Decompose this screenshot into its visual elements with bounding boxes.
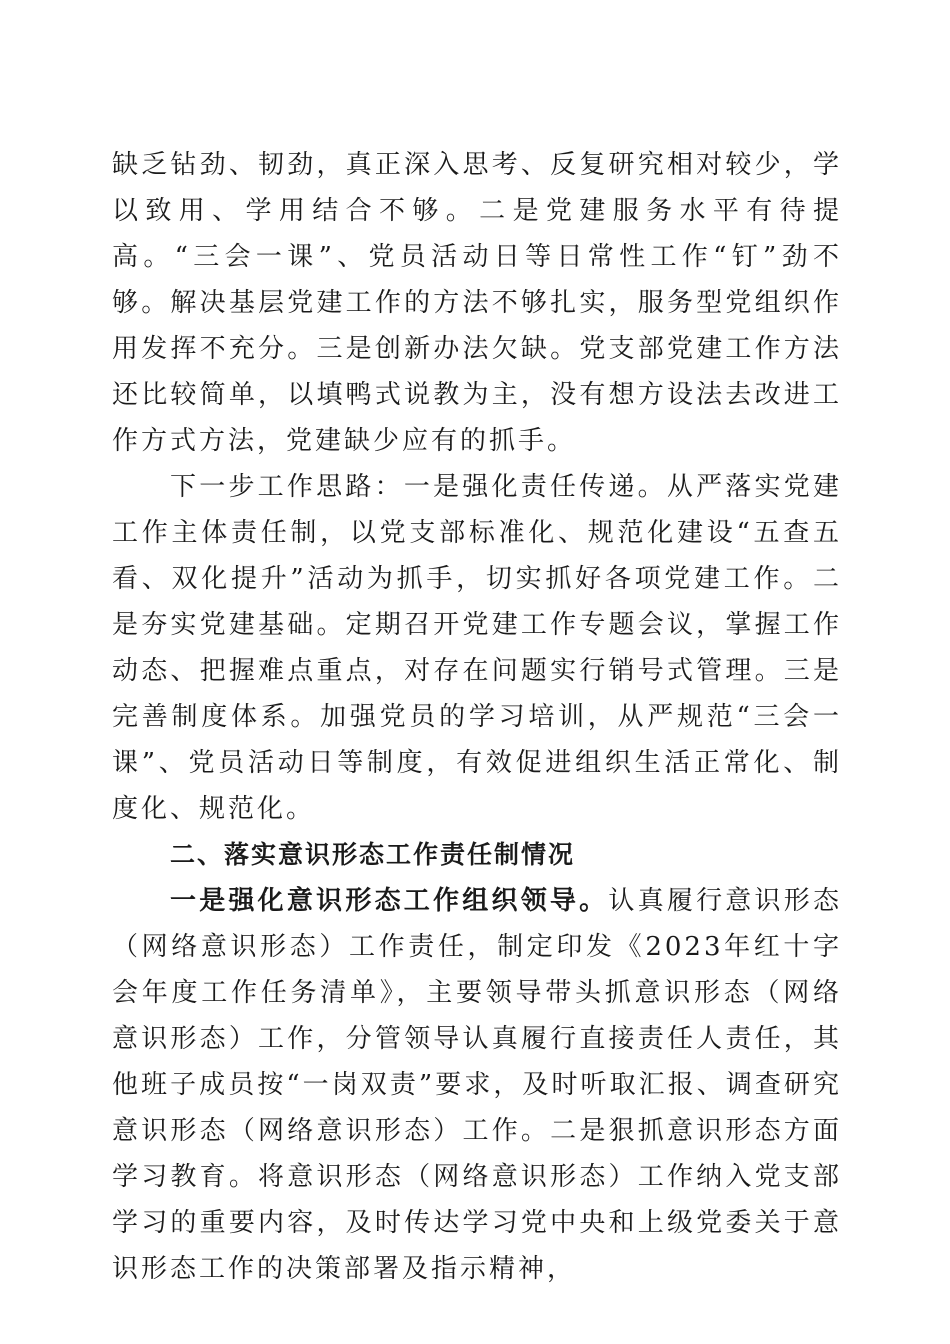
document-body bbox=[112, 142, 842, 1292]
paragraph-body-text: 认真履行意识形态（网络意识形态）工作责任，制定印发《2023年红十字会年度工作任务清单》，主要领导带头抓意识形态（网络意识形态）工作，分管领导认真履行直接责任人责任，其他班子成员按“一岗双责”要求，及时听取汇报、调查研究意识形态（网络意识形态）工作。二是狠抓意识形态方面学习教育。将意识形态（网络意识形态）工作纳入党支部学习的重要内容，及时传达学习党中央和上级党委关于意识形态工作的决策部署及指示精神， bbox=[112, 886, 842, 1284]
paragraph-ideology bbox=[112, 878, 842, 1292]
paragraph-next-steps: 下一步工作思路：一是强化责任传递。从严落实党建工作主体责任制，以党支部标准化、规范化建设“五查五看、双化提升”活动为抓手，切实抓好各项党建工作。二是夯实党建基础。定期召开党建工作专题会议，掌握工作动态、把握难点重点，对存在问题实行销号式管理。三是完善制度体系。加强党员的学习培训，从严规范“三会一课”、党员活动日等制度，有效促进组织生活正常化、制度化、规范化。 bbox=[112, 472, 842, 824]
paragraph-problems: 缺乏钻劲、韧劲，真正深入思考、反复研究相对较少，学以致用、学用结合不够。二是党建服务水平有待提高。“三会一课”、党员活动日等日常性工作“钉”劲不够。解决基层党建工作的方法不够扎实，服务型党组织作用发挥不充分。三是创新办法欠缺。党支部党建工作方法还比较简单，以填鸭式说教为主，没有想方设法去改进工作方式方法，党建缺少应有的抓手。 bbox=[112, 150, 842, 456]
section-heading: 二、落实意识形态工作责任制情况 bbox=[170, 840, 576, 869]
paragraph-lead-text: 一是强化意识形态工作组织领导。 bbox=[170, 886, 609, 916]
